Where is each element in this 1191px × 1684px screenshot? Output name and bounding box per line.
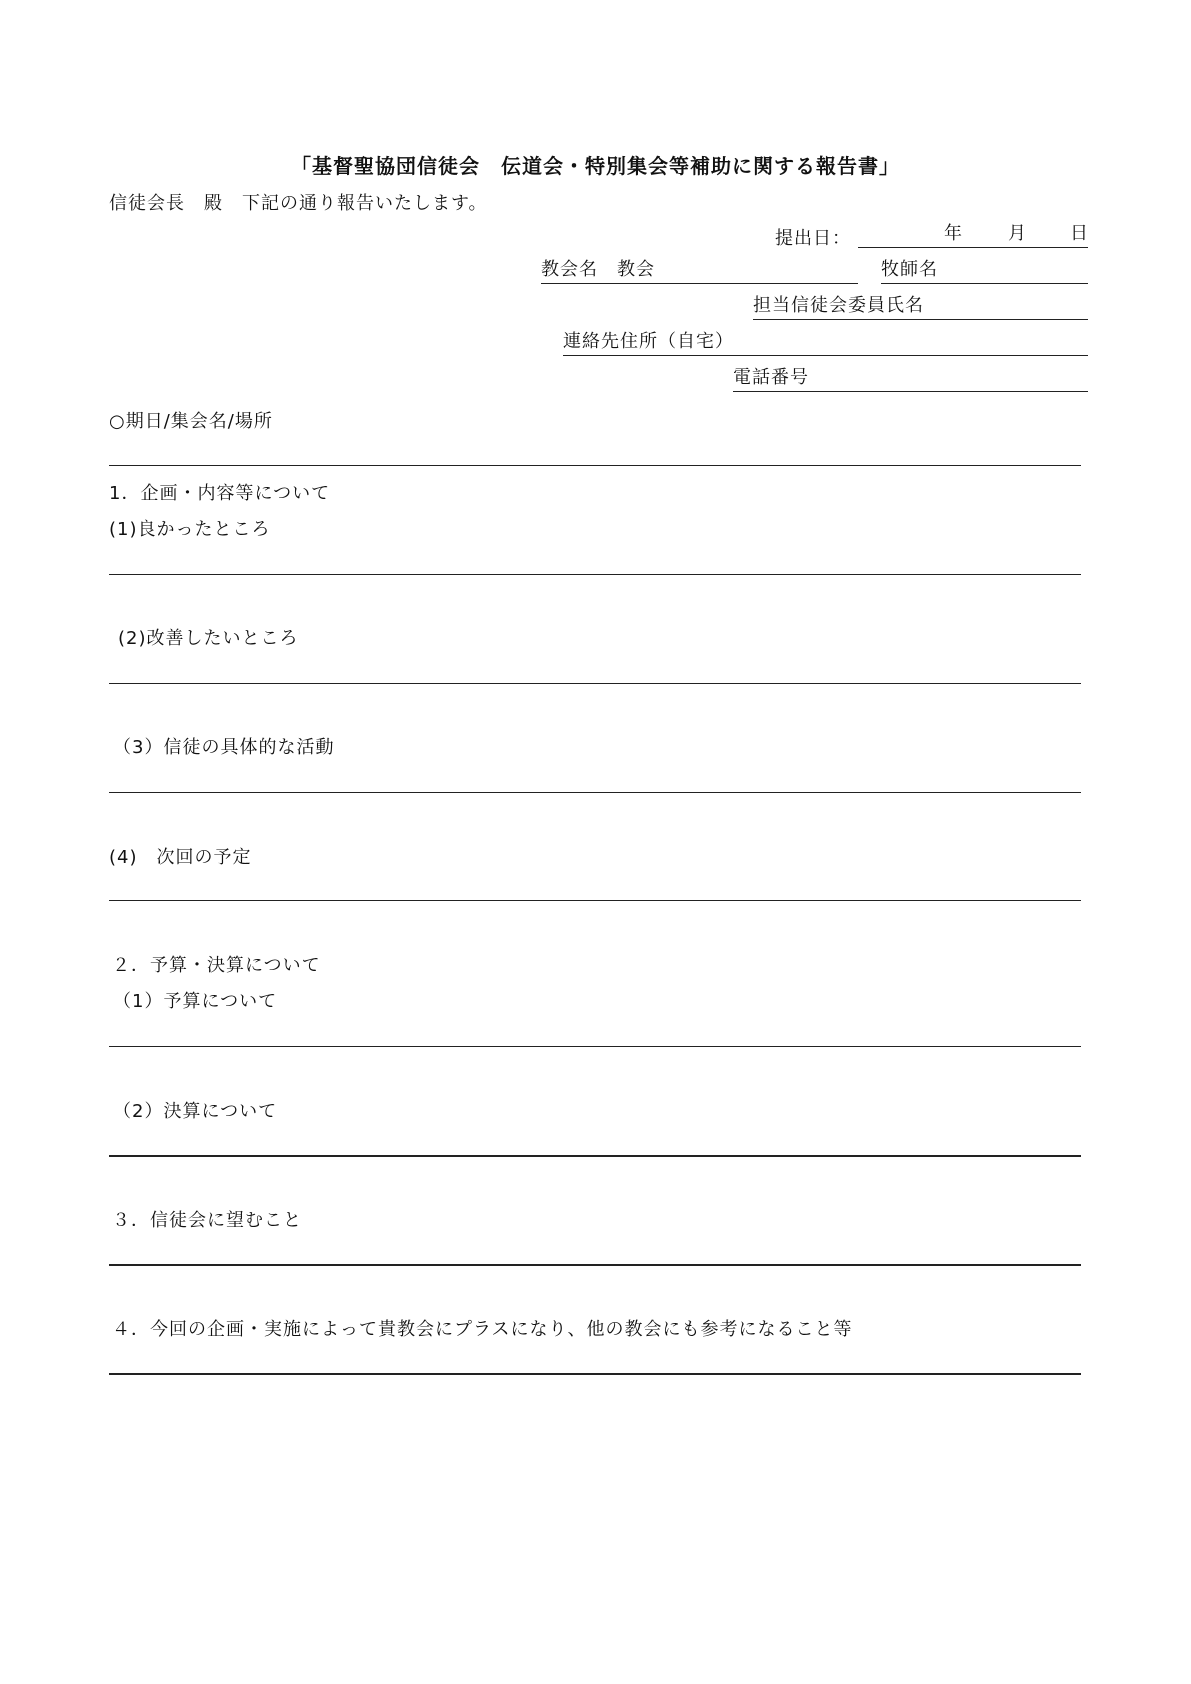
date-event-place-label: ○期日/集会名/場所 <box>109 411 273 432</box>
improvements-answer-line[interactable] <box>109 683 1081 684</box>
submit-date-label: 提出日： <box>775 228 851 249</box>
church-name-field[interactable] <box>541 259 858 284</box>
document-title: 「基督聖協団信徒会 伝道会・特別集会等補助に関する報告書」 <box>291 154 900 178</box>
phone-field[interactable] <box>733 367 1088 392</box>
section-3-answer-line[interactable] <box>109 1264 1081 1266</box>
next-plan-answer-line[interactable] <box>109 900 1081 901</box>
section-1-good-points-label: (1)良かったところ <box>109 519 271 540</box>
good-points-answer-line[interactable] <box>109 574 1081 575</box>
section-4-answer-line[interactable] <box>109 1373 1081 1375</box>
section-1-heading: 1．企画・内容等について <box>109 483 331 504</box>
committee-member-field[interactable] <box>753 295 1088 320</box>
addressee-line: 信徒会長 殿 下記の通り報告いたします。 <box>109 193 488 214</box>
phone-label: 電話番号 <box>733 367 809 388</box>
day-label: 日 <box>1070 223 1089 244</box>
year-label: 年 <box>944 223 963 244</box>
settlement-answer-line[interactable] <box>109 1155 1081 1157</box>
committee-member-label: 担当信徒会委員氏名 <box>753 295 924 316</box>
contact-address-label: 連絡先住所（自宅） <box>563 331 734 352</box>
section-2-heading: ２．予算・決算について <box>112 955 321 976</box>
section-1-improvements-label: (2)改善したいところ <box>118 628 299 649</box>
section-2-budget-label: （1）予算について <box>113 991 278 1012</box>
contact-address-field[interactable] <box>563 331 1088 356</box>
section-1-next-plan-label: (4) 次回の予定 <box>109 847 252 868</box>
budget-answer-line[interactable] <box>109 1046 1081 1047</box>
submit-date-field[interactable] <box>858 223 1088 248</box>
activities-answer-line[interactable] <box>109 792 1081 793</box>
pastor-name-label: 牧師名 <box>881 259 938 280</box>
section-2-settlement-label: （2）決算について <box>113 1101 278 1122</box>
section-1-activities-label: （3）信徒の具体的な活動 <box>113 737 335 758</box>
church-name-label: 教会名 教会 <box>541 259 655 280</box>
section-3-heading: ３．信徒会に望むこと <box>112 1210 302 1231</box>
pastor-name-field[interactable] <box>881 259 1088 284</box>
section-4-heading: ４．今回の企画・実施によって貴教会にプラスになり、他の教会にも参考になること等 <box>112 1319 853 1340</box>
date-event-place-answer-line[interactable] <box>109 465 1081 466</box>
month-label: 月 <box>1008 223 1027 244</box>
